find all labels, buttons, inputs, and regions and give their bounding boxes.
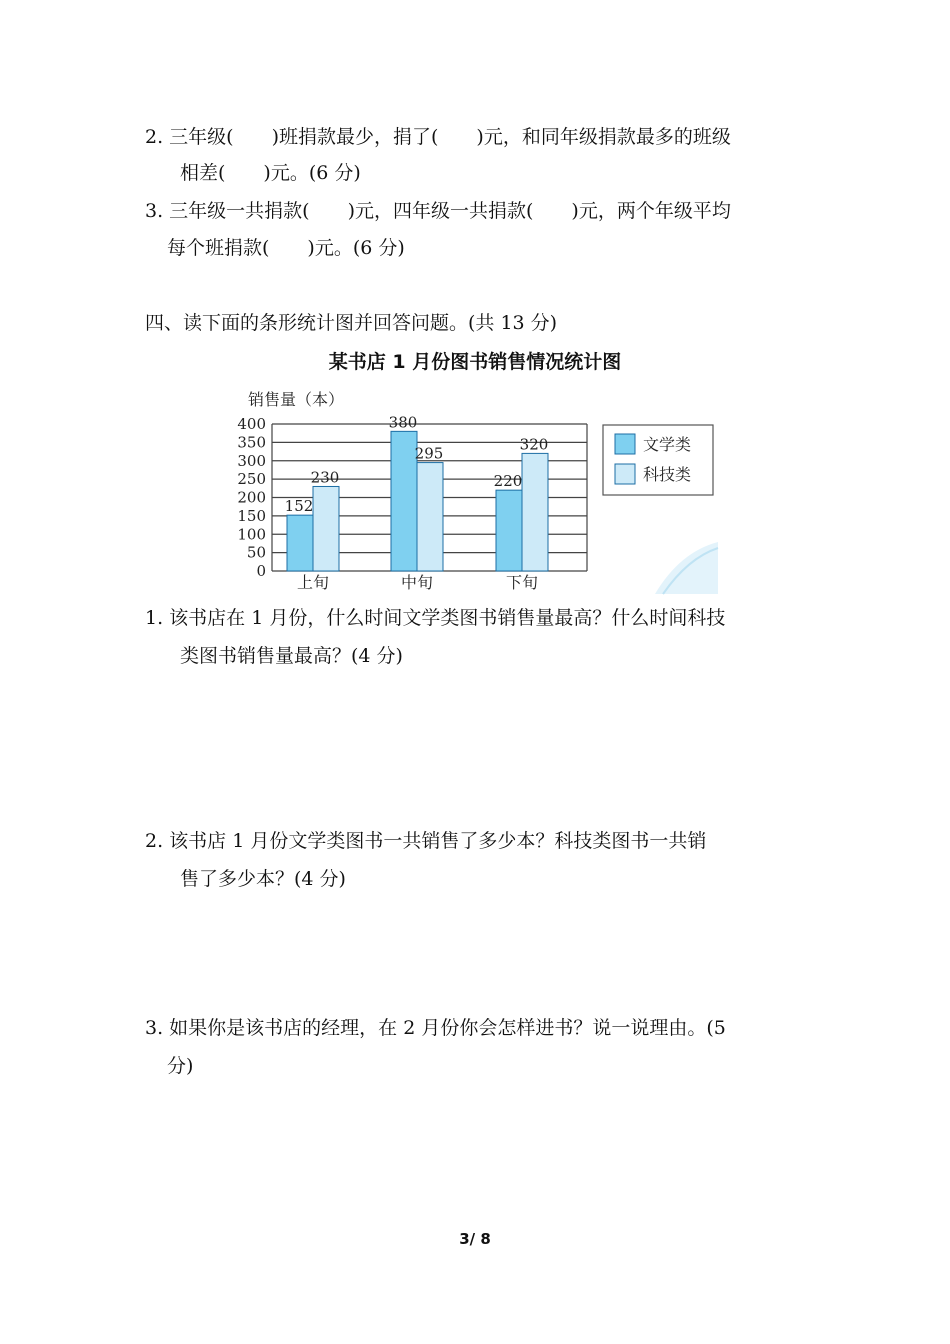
data-label: 295	[414, 444, 444, 463]
section4-heading: 四、读下面的条形统计图并回答问题。(共 13 分)	[145, 312, 558, 334]
q3-line1: 3. 三年级一共捐款( )元，四年级一共捐款( )元，两个年级平均	[145, 200, 731, 222]
x-tick-label: 下旬	[505, 573, 539, 592]
y-tick-label: 400	[237, 415, 266, 433]
q4-1-line1: 1. 该书店在 1 月份，什么时间文学类图书销售量最高？什么时间科技	[145, 607, 726, 629]
q2-line1: 2. 三年级( )班捐款最少，捐了( )元，和同年级捐款最多的班级	[145, 126, 731, 148]
data-label: 320	[519, 435, 549, 454]
y-tick-label: 250	[237, 470, 266, 489]
chart-title: 某书店 1 月份图书销售情况统计图	[328, 351, 622, 373]
q4-1-line2: 类图书销售量最高？(4 分)	[180, 645, 403, 667]
y-tick-label: 50	[246, 543, 266, 562]
bar-literature-1	[287, 515, 313, 571]
y-tick-label: 0	[256, 562, 266, 580]
x-tick-label: 中旬	[400, 573, 434, 592]
y-tick-label: 100	[237, 525, 266, 544]
bar-literature-2	[391, 431, 417, 571]
y-axis-label: 销售量（本）	[248, 390, 345, 409]
data-label: 230	[310, 468, 340, 487]
bar-science-3	[522, 453, 548, 571]
legend-swatch	[615, 434, 635, 454]
legend-label: 文学类	[643, 435, 692, 454]
y-tick-label: 200	[237, 488, 266, 507]
legend-label: 科技类	[643, 465, 692, 484]
legend-swatch	[615, 464, 635, 484]
q4-2-line2: 售了多少本？(4 分)	[180, 868, 346, 890]
y-tick-label: 350	[237, 433, 266, 452]
q4-3-line1: 3. 如果你是该书店的经理，在 2 月份你会怎样进书？说一说理由。(5	[145, 1017, 726, 1039]
bar-science-1	[313, 486, 339, 571]
q2-line2: 相差( )元。(6 分)	[180, 162, 361, 184]
bar-literature-3	[496, 490, 522, 571]
bar-science-2	[417, 463, 443, 571]
y-tick-label: 300	[237, 451, 266, 470]
page-number: 3/ 8	[459, 1230, 491, 1248]
q3-line2: 每个班捐款( )元。(6 分)	[167, 237, 405, 259]
data-label: 380	[388, 413, 418, 432]
x-tick-label: 上旬	[296, 573, 330, 592]
data-label: 152	[284, 497, 314, 516]
y-tick-label: 150	[237, 506, 266, 525]
bar-chart	[0, 382, 950, 622]
data-label: 220	[493, 472, 523, 491]
q4-2-line1: 2. 该书店 1 月份文学类图书一共销售了多少本？科技类图书一共销	[145, 830, 707, 852]
q4-3-line2: 分)	[167, 1055, 194, 1077]
